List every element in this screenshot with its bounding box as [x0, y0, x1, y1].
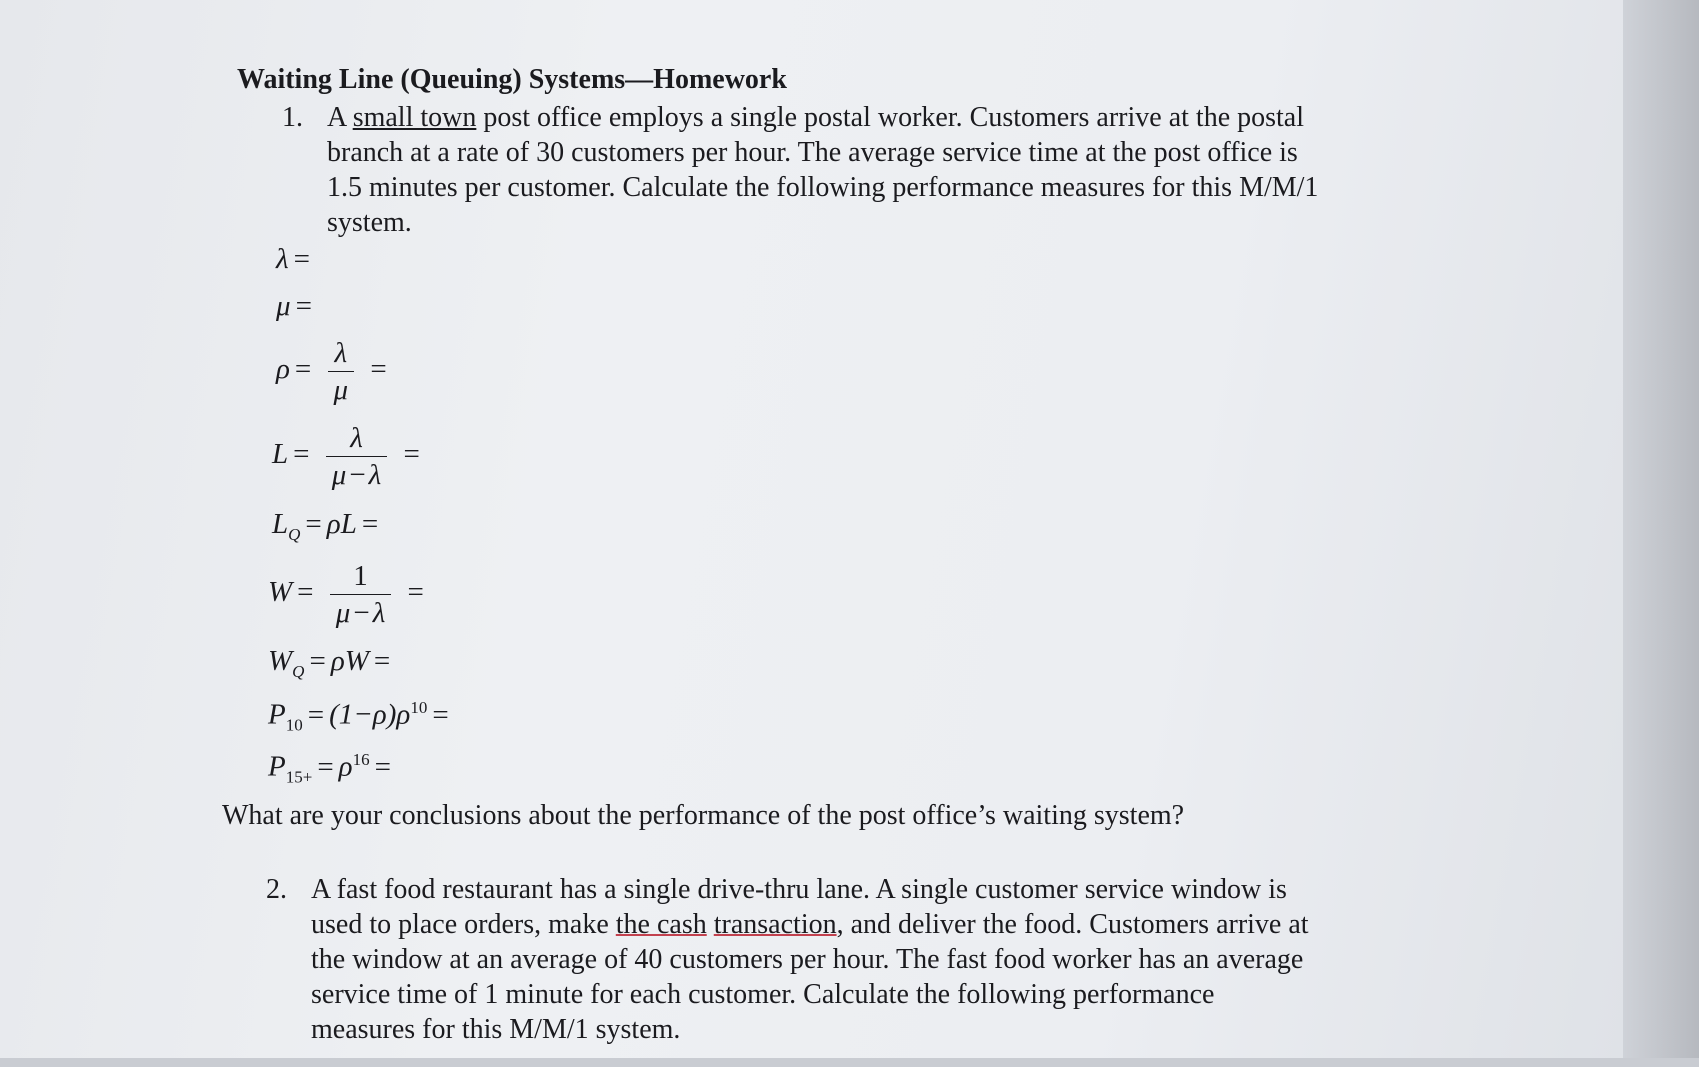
- question-line: A fast food restaurant has a single drive-thru lane. A single customer service window is: [311, 874, 1287, 905]
- question-line: A small town post office employs a single postal worker. Customers arrive at the postal: [327, 102, 1304, 133]
- formula-P15: $P_{15+} = \rho^{16}$ =: [268, 750, 391, 787]
- formula-mu: μ =: [276, 290, 312, 322]
- question-line: system.: [327, 207, 412, 238]
- underlined-phrase: small town: [352, 102, 477, 133]
- formula-W: W = $\frac{1}{\mu - \lambda}$ =: [268, 560, 424, 629]
- question-2: [266, 872, 1436, 1052]
- formula-rho: ρ = $\frac{\lambda}{\mu}$ =: [276, 337, 387, 406]
- question-line: 1.5 minutes per customer. Calculate the following performance measures for this M/M/1: [327, 172, 1319, 203]
- question-line: branch at a rate of 30 customers per hour. The average service time at the post office is: [327, 137, 1298, 168]
- question-line: the window at an average of 40 customers per hour. The fast food worker has an average: [311, 944, 1304, 975]
- formula-lambda: λ =: [276, 243, 310, 275]
- background-edge: [1623, 0, 1699, 1067]
- fraction: $\frac{\lambda}{\mu - \lambda}$: [326, 420, 387, 493]
- question-1: [282, 100, 1432, 245]
- conclusion-question: What are your conclusions about the performance of the post office’s waiting system?: [222, 800, 1185, 831]
- fraction: $\frac{\lambda}{\mu}$: [328, 335, 355, 408]
- formula-Lq: $L_Q = \rho L$ =: [272, 508, 379, 544]
- question-line: service time of 1 minute for each customer. Calculate the following performance: [311, 979, 1215, 1010]
- underlined-phrase: transaction: [713, 909, 837, 940]
- question-line: measures for this M/M/1 system.: [311, 1014, 681, 1045]
- fraction: $\frac{1}{\mu - \lambda}$: [330, 558, 391, 631]
- background-bottom: [0, 1058, 1699, 1067]
- question-line: used to place orders, make the cash transaction, and deliver the food. Customers arrive at: [311, 909, 1309, 940]
- underlined-phrase: the cash: [615, 909, 707, 940]
- formula-P10: $P_{10} = (1-\rho)\rho^{10}$ =: [268, 698, 449, 735]
- page-title: Waiting Line (Queuing) Systems—Homework: [237, 64, 787, 95]
- question-number: 2.: [266, 874, 287, 905]
- formula-Wq: $W_Q = \rho W$ =: [268, 645, 391, 681]
- question-number: 1.: [282, 102, 303, 133]
- formula-L: L = $\frac{\lambda}{\mu - \lambda}$ =: [272, 422, 420, 491]
